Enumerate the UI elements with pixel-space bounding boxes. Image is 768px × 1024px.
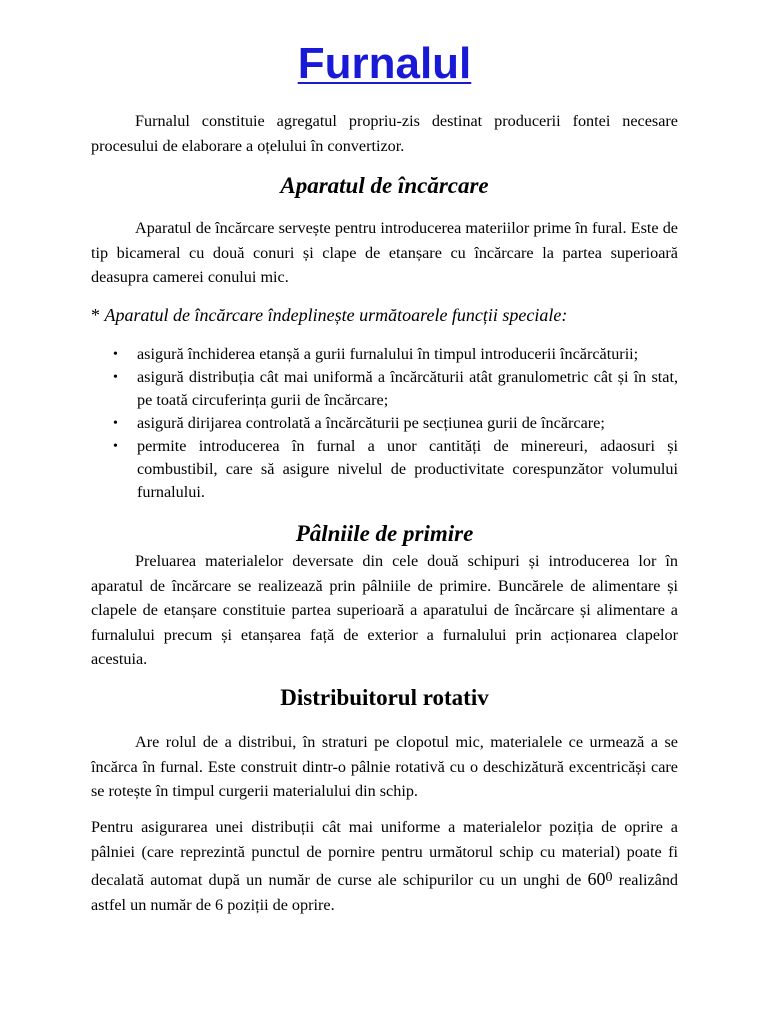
heading-palniile: Pâlniile de primire [295, 521, 474, 546]
heading-distribuitorul: Distribuitorul rotativ [280, 685, 489, 710]
paragraph-2-start: Pentru asigurarea unei distribuții cât mai uniforme a materialelor poziția de oprire a pâlniei (care reprezintă punctul de pornire pentru următorul schip cu material) poate fi decalată automat după un număr de curse ale schipurilor cu un unghi de [91, 818, 678, 889]
list-item-text: asigură dirijarea controlată a încărcăturii pe secțiunea gurii de încărcare; [137, 414, 605, 432]
paragraph-2-end: realizând astfel un număr de 6 poziții de oprire. [91, 871, 679, 914]
document-title [91, 38, 678, 90]
degree-superscript: 0 [605, 870, 613, 885]
intro-paragraph: Furnalul constituie agregatul propriu-zis destinat producerii fontei necesare procesului de elaborare a oțelului în convertizor. [91, 112, 678, 155]
list-item [91, 435, 678, 504]
aparatul-note [91, 303, 678, 327]
aparatul-paragraph: Aparatul de încărcare servește pentru introducerea materiilor prime în fural. Este de tip bicameral cu două conuri și clape de etanșare cu încărcare la partea superioară deasupra camerei conului mic. [91, 219, 678, 286]
distribuitorul-paragraph-1: Are rolul de a distribui, în straturi pe clopotul mic, materialele ce urmează a se încărca în furnal. Este construit dintr-o pâlnie rotativă cu o deschizătură excentricăși care se rotește în timpul curgerii materialului din schip. [91, 733, 678, 800]
distribuitorul-paragraph-2 [91, 815, 678, 918]
bullet-icon: • [113, 370, 118, 385]
note-text: Aparatul de încărcare îndeplinește următoarele funcții speciale: [104, 305, 568, 325]
bullet-icon: • [113, 439, 118, 454]
bullet-icon: • [113, 347, 118, 362]
functions-list [91, 343, 678, 504]
palniile-paragraph: Preluarea materialelor deversate din cele două schipuri și introducerea lor în aparatul de încărcare se realizează prin pâlniile de primire. Buncărele de alimentare și clapele de etanșare constituie partea superioară a aparatului de încărcare și alimentare a furnalului precum și etanșarea față de exterior a furnalului prin acționarea clapelor acestuia. [91, 552, 678, 668]
list-item [91, 412, 678, 435]
bullet-icon: • [113, 416, 118, 431]
heading-aparatul: Aparatul de încărcare [280, 173, 489, 198]
list-item-text: permite introducerea în furnal a unor cantități de minereuri, adaosuri și combustibil, care să asigure nivelul de productivitate corespunzător volumului furnalului. [137, 437, 678, 501]
note-asterisk: * [91, 305, 105, 325]
document-title-text: Furnalul [297, 39, 472, 88]
list-item [91, 366, 678, 412]
list-item-text: asigură închiderea etanșă a gurii furnalului în timpul introducerii încărcăturii; [137, 345, 639, 363]
angle-value [588, 869, 613, 889]
list-item-text: asigură distribuția cât mai uniformă a încărcăturii atât granulometric cât și în stat, pe toată circuferința gurii de încărcare; [137, 368, 678, 409]
list-item [91, 343, 678, 366]
angle-number: 60 [587, 869, 606, 889]
